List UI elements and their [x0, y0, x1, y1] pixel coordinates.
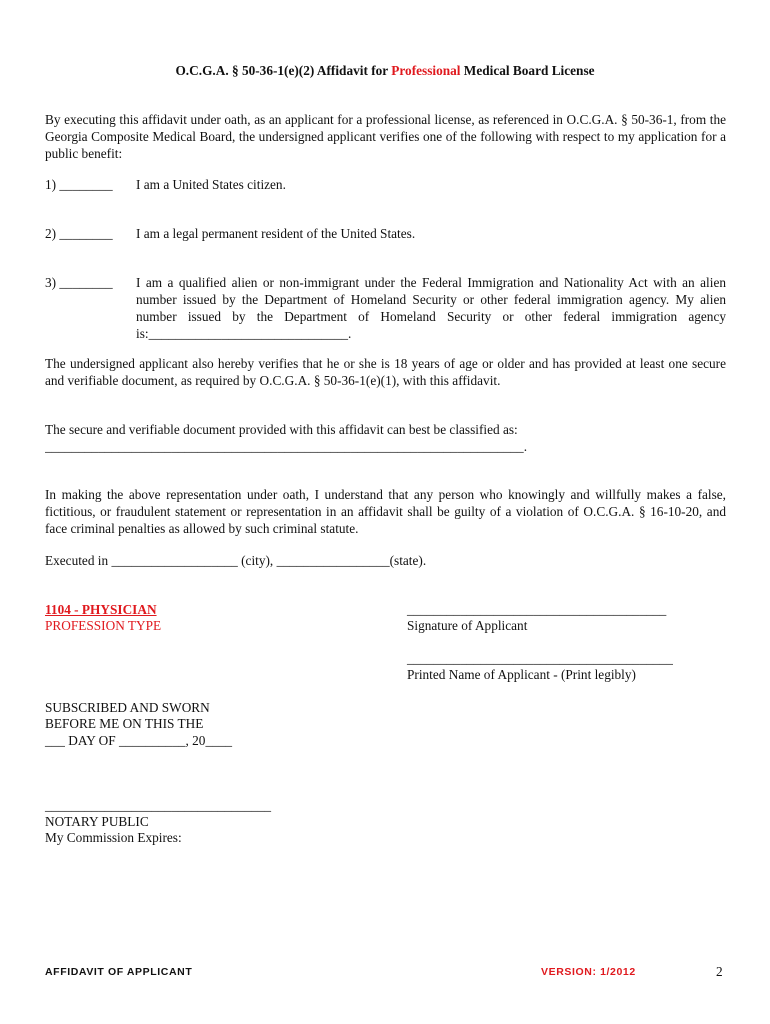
- profession-type-label: PROFESSION TYPE: [45, 618, 162, 633]
- executed-line: Executed in ___________________ (city), _________________(state).: [45, 553, 427, 568]
- title-highlight: Professional: [391, 63, 461, 78]
- notary-signature-field[interactable]: __________________________________: [45, 798, 272, 813]
- footer-document-name: AFFIDAVIT OF APPLICANT: [45, 966, 193, 978]
- printed-name-label: Printed Name of Applicant - (Print legibly): [407, 667, 636, 682]
- option-1-number: 1) ________: [45, 177, 113, 192]
- title-suffix: Medical Board License: [460, 63, 595, 78]
- notary-title: NOTARY PUBLIC: [45, 814, 149, 829]
- option-1-text: I am a United States citizen.: [136, 177, 286, 192]
- option-2-text: I am a legal permanent resident of the United States.: [136, 226, 416, 241]
- option-1-blank[interactable]: ________: [59, 177, 113, 192]
- sworn-line-1: SUBSCRIBED AND SWORN: [45, 700, 210, 715]
- option-3-text: I am a qualified alien or non-immigrant under the Federal Immigration and Nationality Act with an alien number issued by the Department of Homeland Security or other federal immigration agency. My alien number issued by the Department of Homeland Security or other federal immigration agency is:______________________________.: [136, 275, 726, 341]
- title-prefix: O.C.G.A. § 50-36-1(e)(2) Affidavit for: [175, 63, 392, 78]
- option-3-blank[interactable]: ________: [59, 275, 113, 290]
- page-number: 2: [716, 964, 723, 979]
- state-field[interactable]: _________________: [276, 553, 390, 568]
- option-3-number: 3) ________: [45, 275, 113, 290]
- intro-paragraph: By executing this affidavit under oath, as an applicant for a professional license, as referenced in O.C.G.A. § 50-36-1, from the Georgia Composite Medical Board, the undersigned applicant verifies one of the following with respect to my application for a public benefit:: [45, 112, 726, 161]
- document-class-field[interactable]: ________________________________________________________________________.: [45, 439, 528, 454]
- document-class-label: The secure and verifiable document provided with this affidavit can best be classified as:: [45, 422, 518, 437]
- profession-code: 1104 - PHYSICIAN: [45, 602, 157, 617]
- oath-statement: In making the above representation under oath, I understand that any person who knowingly and willfully makes a false, fictitious, or fraudulent statement or representation in an affidavit shall be guilty of a violation of O.C.G.A. § 16-10-20, and face criminal penalties as allowed by such criminal statute.: [45, 487, 726, 536]
- option-2-blank[interactable]: ________: [59, 226, 113, 241]
- sworn-date-field[interactable]: ___ DAY OF __________, 20____: [45, 733, 233, 748]
- sworn-line-2: BEFORE ME ON THIS THE: [45, 716, 204, 731]
- signature-label: Signature of Applicant: [407, 618, 528, 633]
- city-field[interactable]: ___________________: [111, 553, 238, 568]
- age-statement: The undersigned applicant also hereby verifies that he or she is 18 years of age or older and has provided at least one secure and verifiable document, as required by O.C.G.A. § 50-36-1(e)(1), with this affidavit.: [45, 356, 726, 388]
- commission-expires-label: My Commission Expires:: [45, 830, 182, 845]
- option-2-number: 2) ________: [45, 226, 113, 241]
- footer-version: VERSION: 1/2012: [541, 966, 636, 978]
- printed-name-field[interactable]: ________________________________________: [407, 651, 673, 666]
- signature-field[interactable]: _______________________________________: [407, 602, 667, 617]
- page-title: [0, 62, 770, 79]
